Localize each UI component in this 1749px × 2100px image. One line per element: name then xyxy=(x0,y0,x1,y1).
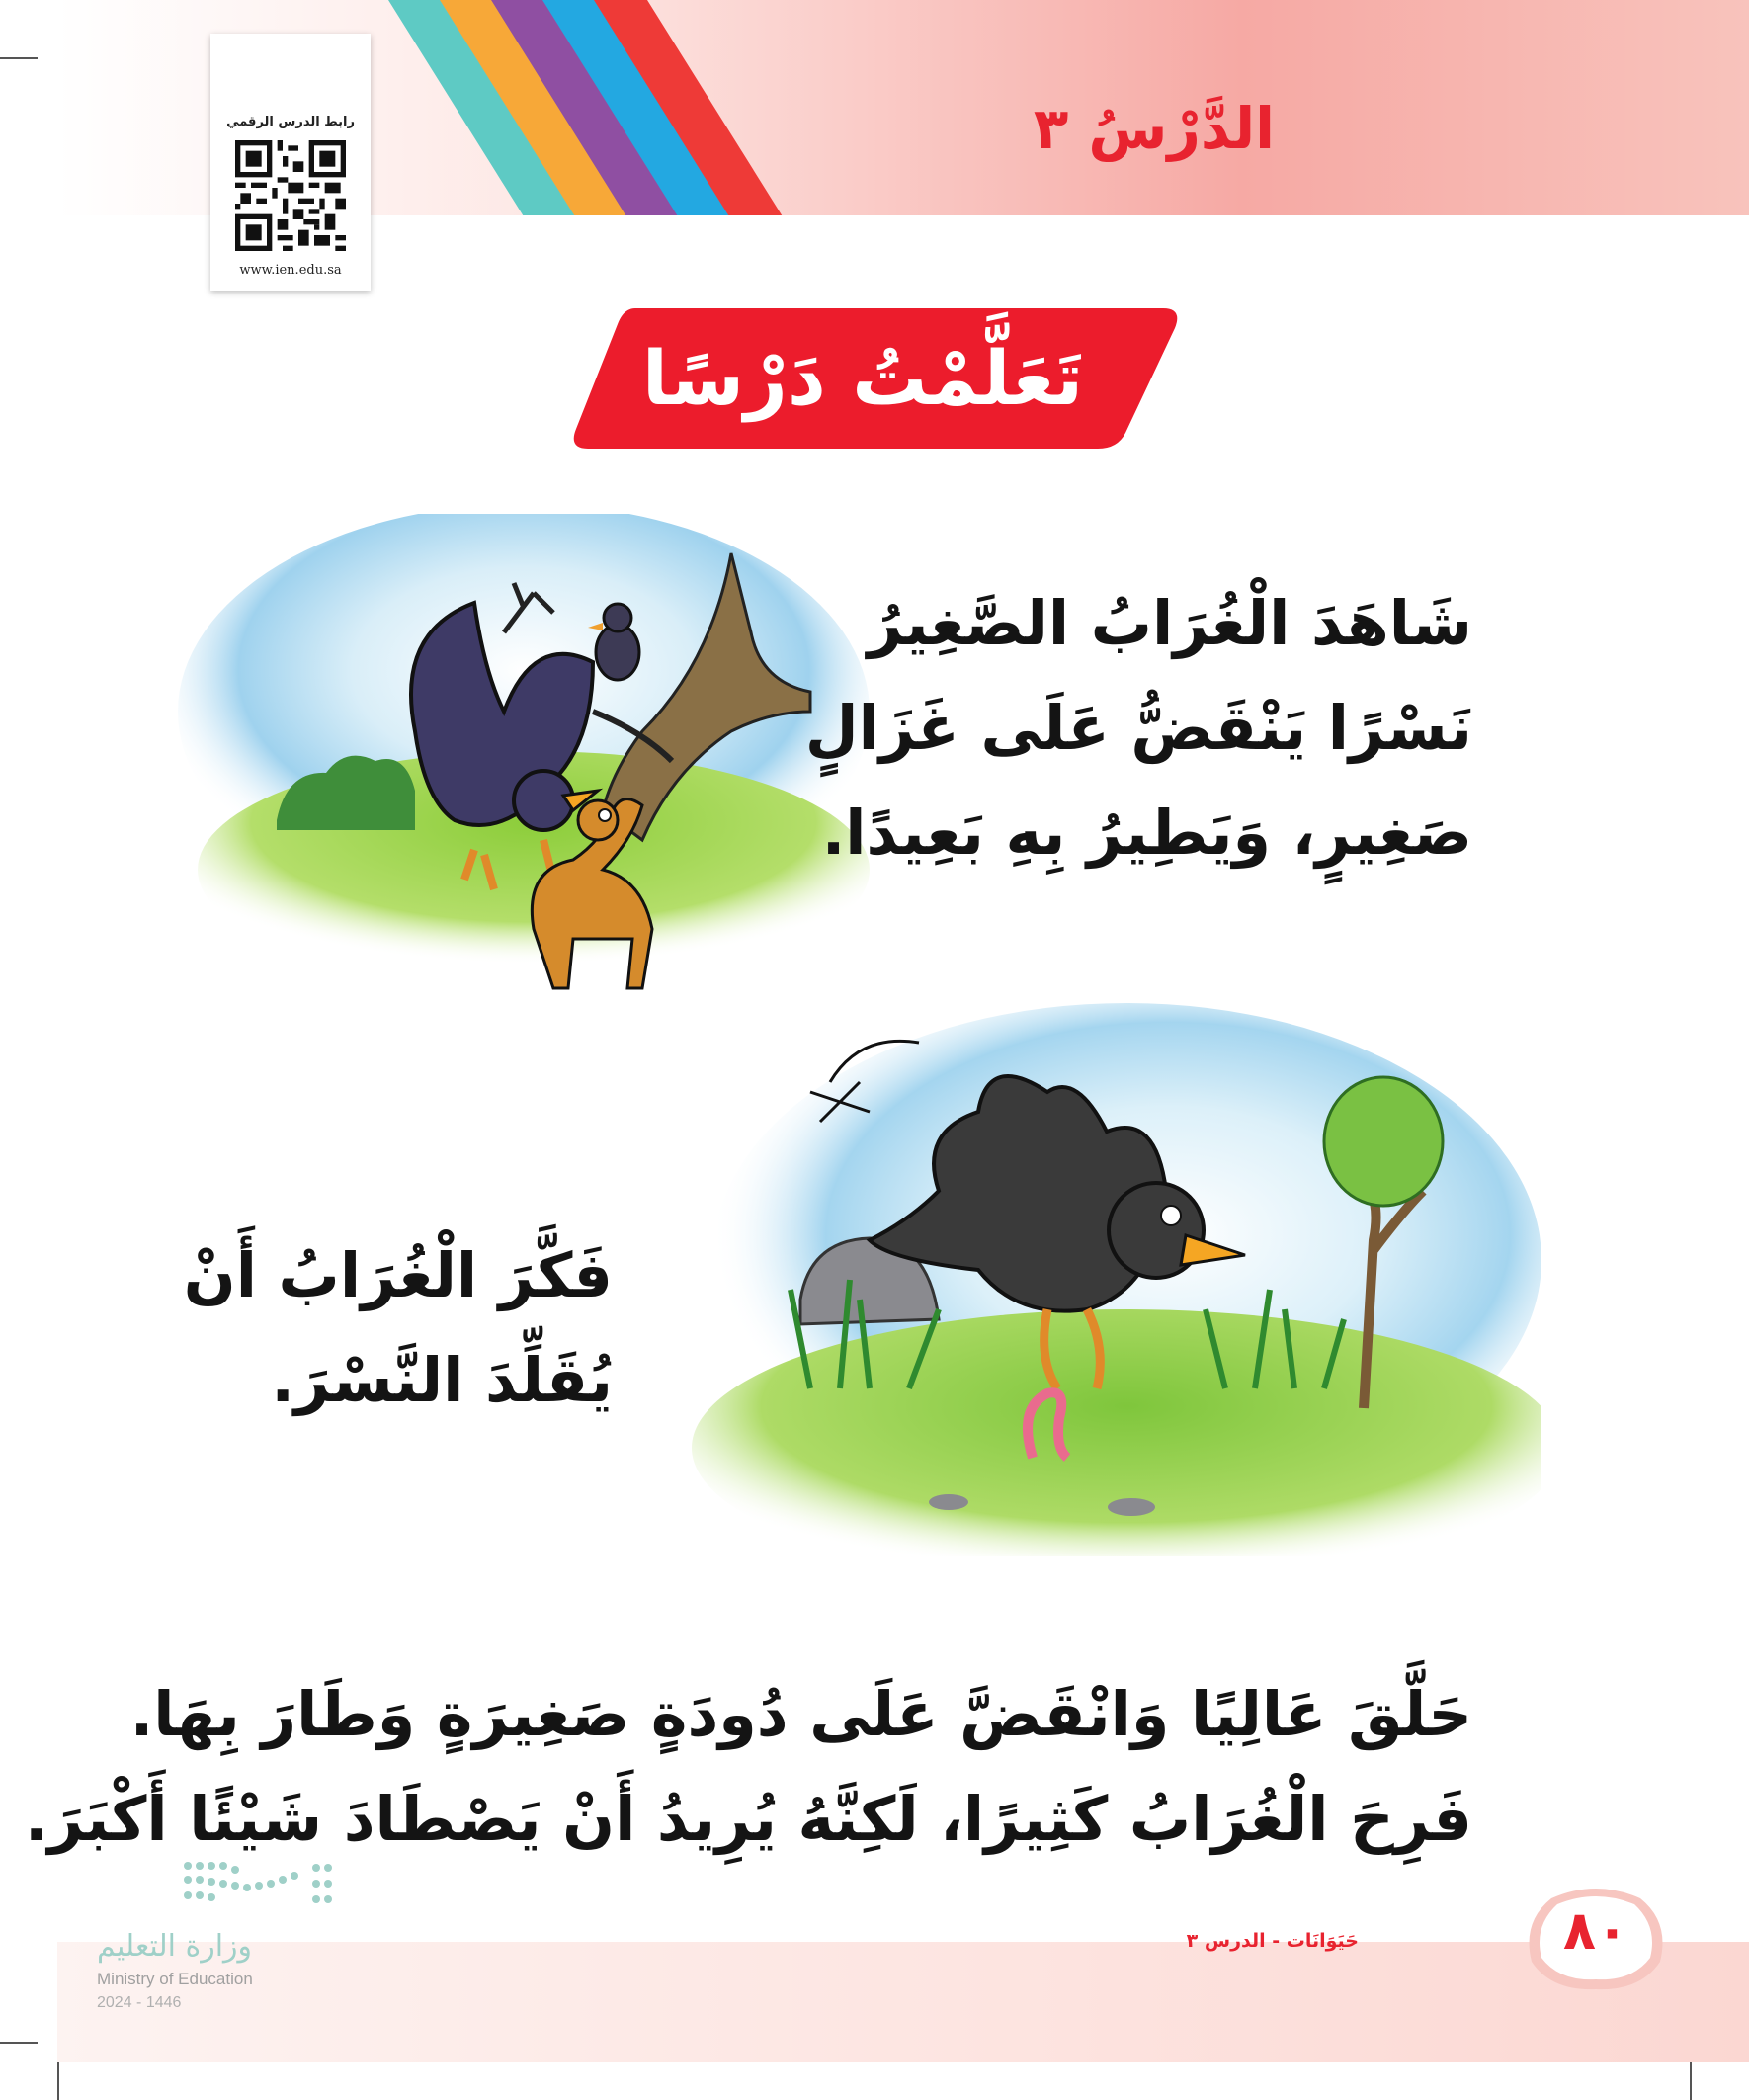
eagle-gazelle-crow-illustration xyxy=(178,514,870,1008)
story-paragraph-3 xyxy=(25,1662,1472,1872)
lesson-label: الدَّرْسُ ٣ xyxy=(1033,95,1275,162)
story-line: فَرِحَ الْغُرَابُ كَثِيرًا، لَكِنَّهُ يُرِيدُ أَنْ يَصْطَادَ شَيْئًا أَكْبَرَ. xyxy=(24,1783,1472,1855)
qr-code-icon[interactable] xyxy=(235,140,346,251)
crow-worm-illustration xyxy=(692,993,1541,1556)
crop-mark xyxy=(0,57,38,59)
story-line: شَاهَدَ الْغُرَابُ الصَّغِيرُ xyxy=(867,587,1472,659)
ministry-logo-icon xyxy=(178,1856,356,1921)
chapter-label: حَيَوَانَات - الدرس ٣ xyxy=(1186,1930,1359,1952)
lesson-title: تَعَلَّمْتُ دَرْسًا xyxy=(641,334,1084,422)
story-paragraph-2 xyxy=(184,1223,613,1433)
crop-mark xyxy=(1690,2062,1692,2100)
story-line: فَكَّرَ الْغُرَابُ أَنْ xyxy=(183,1239,613,1311)
story-line: صَغِيرٍ، وَيَطِيرُ بِهِ بَعِيدًا. xyxy=(821,797,1472,869)
ministry-name-english: Ministry of Education xyxy=(97,1970,253,1988)
ministry-year: 2024 - 1446 xyxy=(97,1994,182,2011)
page-number: ٨٠ xyxy=(1563,1899,1628,1962)
footer-band xyxy=(57,1942,1749,2062)
story-paragraph-1 xyxy=(805,571,1472,885)
story-line: حَلَّقَ عَالِيًا وَانْقَضَّ عَلَى دُودَةٍ صَغِيرَةٍ وَطَارَ بِهَا. xyxy=(129,1678,1472,1750)
story-line: نَسْرًا يَنْقَضُّ عَلَى غَزَالٍ xyxy=(804,692,1472,764)
qr-caption: رابط الدرس الرقمي xyxy=(226,115,355,129)
crop-mark xyxy=(0,2042,38,2044)
qr-card[interactable] xyxy=(210,34,371,291)
ministry-name-arabic: وزارة التعليم xyxy=(97,1929,253,1964)
crop-mark xyxy=(57,2062,59,2100)
qr-url[interactable]: www.ien.edu.sa xyxy=(239,263,342,278)
story-line: يُقَلِّدَ النَّسْرَ. xyxy=(271,1344,613,1416)
